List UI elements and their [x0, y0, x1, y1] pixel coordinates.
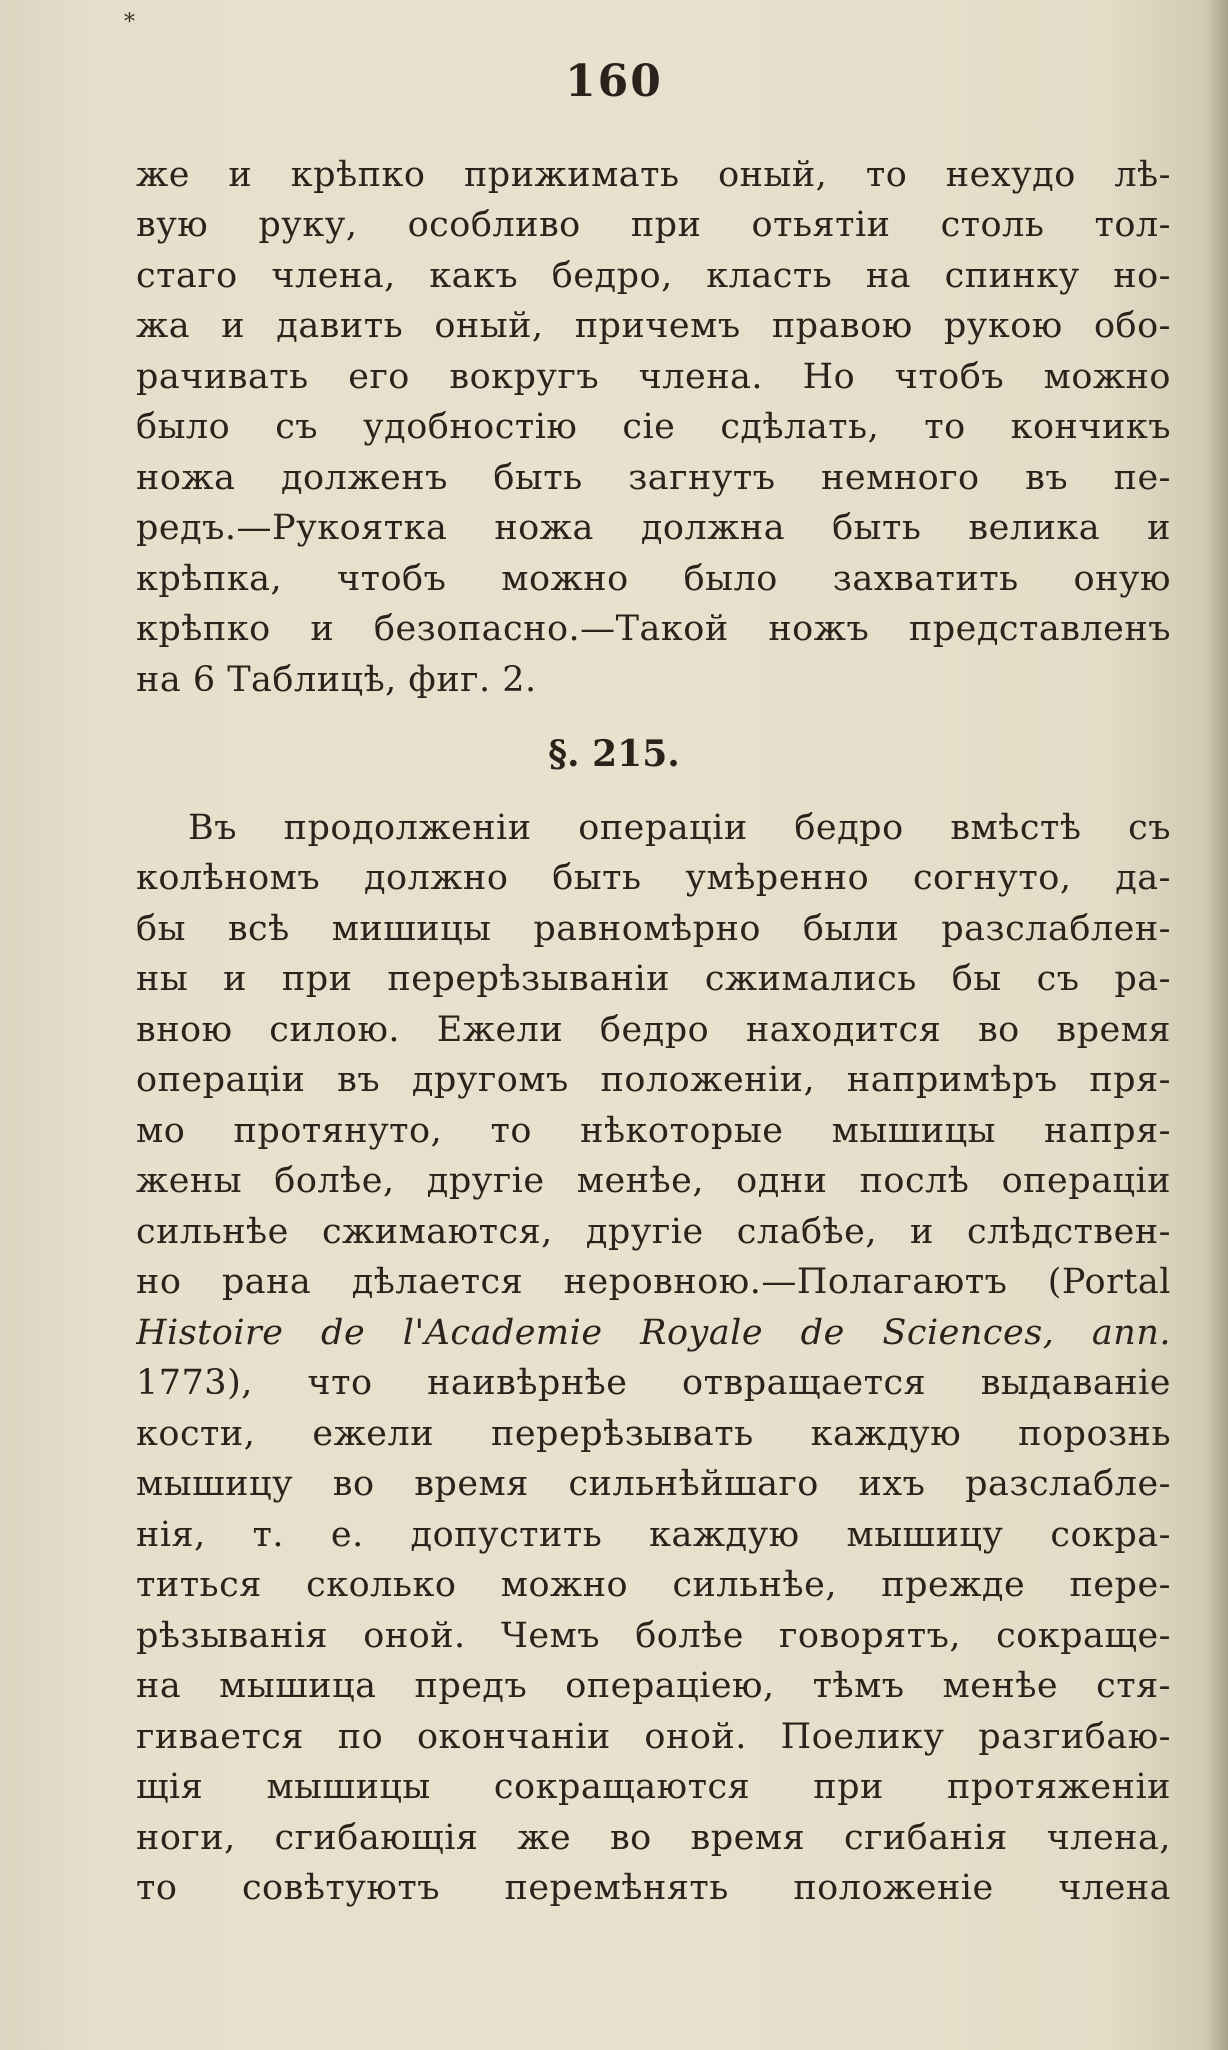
text-line: на 6 Таблицѣ, фиг. 2.: [136, 660, 537, 700]
text-line: но рана дѣлается неровною.—Полагаютъ (Portal: [136, 1262, 1171, 1302]
page-number: 160: [565, 56, 663, 107]
text-line: кости, ежели перерѣзывать каждую порознь: [136, 1414, 1171, 1454]
text-line: щія мышицы сокращаются при протяженіи: [136, 1767, 1171, 1807]
text-line: колѣномъ должно быть умѣренно согнуто, да-: [136, 858, 1171, 898]
text-line: бы всѣ мишицы равномѣрно были разслаблен-: [136, 909, 1171, 949]
text-line: мышицу во время сильнѣйшаго ихъ разслабле-: [136, 1464, 1171, 1504]
text-line: редъ.—Рукоятка ножа должна быть велика и: [136, 508, 1171, 548]
text-line: мо протянуто, то нѣкоторые мышицы напря-: [136, 1111, 1171, 1151]
text-line: ны и при перерѣзываніи сжимались бы съ ра-: [136, 959, 1171, 999]
text-line: гивается по окончаніи оной. Поелику разгибаю-: [136, 1717, 1171, 1757]
page-edge-shadow: [1206, 0, 1228, 2050]
text-line: вною силою. Ежели бедро находится во время: [136, 1010, 1171, 1050]
text-line: крѣпка, чтобъ можно было захватить оную: [136, 559, 1171, 599]
text-line: вую руку, особливо при отьятіи столь тол-: [136, 205, 1171, 245]
text-line: жа и давить оный, причемъ правою рукою обо-: [136, 306, 1171, 346]
text-line: было съ удобностію сіе сдѣлать, то кончикъ: [136, 407, 1171, 447]
text-line: крѣпко и безопасно.—Такой ножъ представленъ: [136, 609, 1171, 649]
text-line: ноги, сгибающія же во время сгибанія члена,: [136, 1818, 1171, 1858]
text-line: нія, т. е. допустить каждую мышицу сокра-: [136, 1515, 1171, 1555]
text-line: же и крѣпко прижимать оный, то нехудо лѣ-: [136, 155, 1171, 195]
page-mark: *: [124, 10, 135, 35]
text-line: стаго члена, какъ бедро, класть на спинку но-: [136, 256, 1171, 296]
text-line: операціи въ другомъ положеніи, напримѣръ пря-: [136, 1060, 1171, 1100]
text-line: сильнѣе сжимаются, другіе слабѣе, и слѣдствен-: [136, 1212, 1171, 1252]
text-line: 1773), что наивѣрнѣе отвращается выдаваніе: [136, 1363, 1171, 1403]
text-line: рѣзыванія оной. Чемъ болѣе говорятъ, сокраще-: [136, 1616, 1171, 1656]
section-heading: §. 215.: [548, 733, 680, 775]
text-line: рачивать его вокругъ члена. Но чтобъ можно: [136, 357, 1171, 397]
text-line: то совѣтуютъ перемѣнять положеніе члена: [136, 1868, 1171, 1908]
text-line: Histoire de l'Academie Royale de Sciences, ann.: [136, 1313, 1171, 1353]
text-line: на мышица предъ операціею, тѣмъ менѣе стя-: [136, 1666, 1171, 1706]
text-line: ножа долженъ быть загнутъ немного въ пе-: [136, 458, 1171, 498]
text-line: титься сколько можно сильнѣе, прежде пере-: [136, 1565, 1171, 1605]
text-line: жены болѣе, другіе менѣе, одни послѣ операціи: [136, 1161, 1171, 1201]
text-line: Въ продолженіи операціи бедро вмѣстѣ съ: [188, 808, 1171, 848]
